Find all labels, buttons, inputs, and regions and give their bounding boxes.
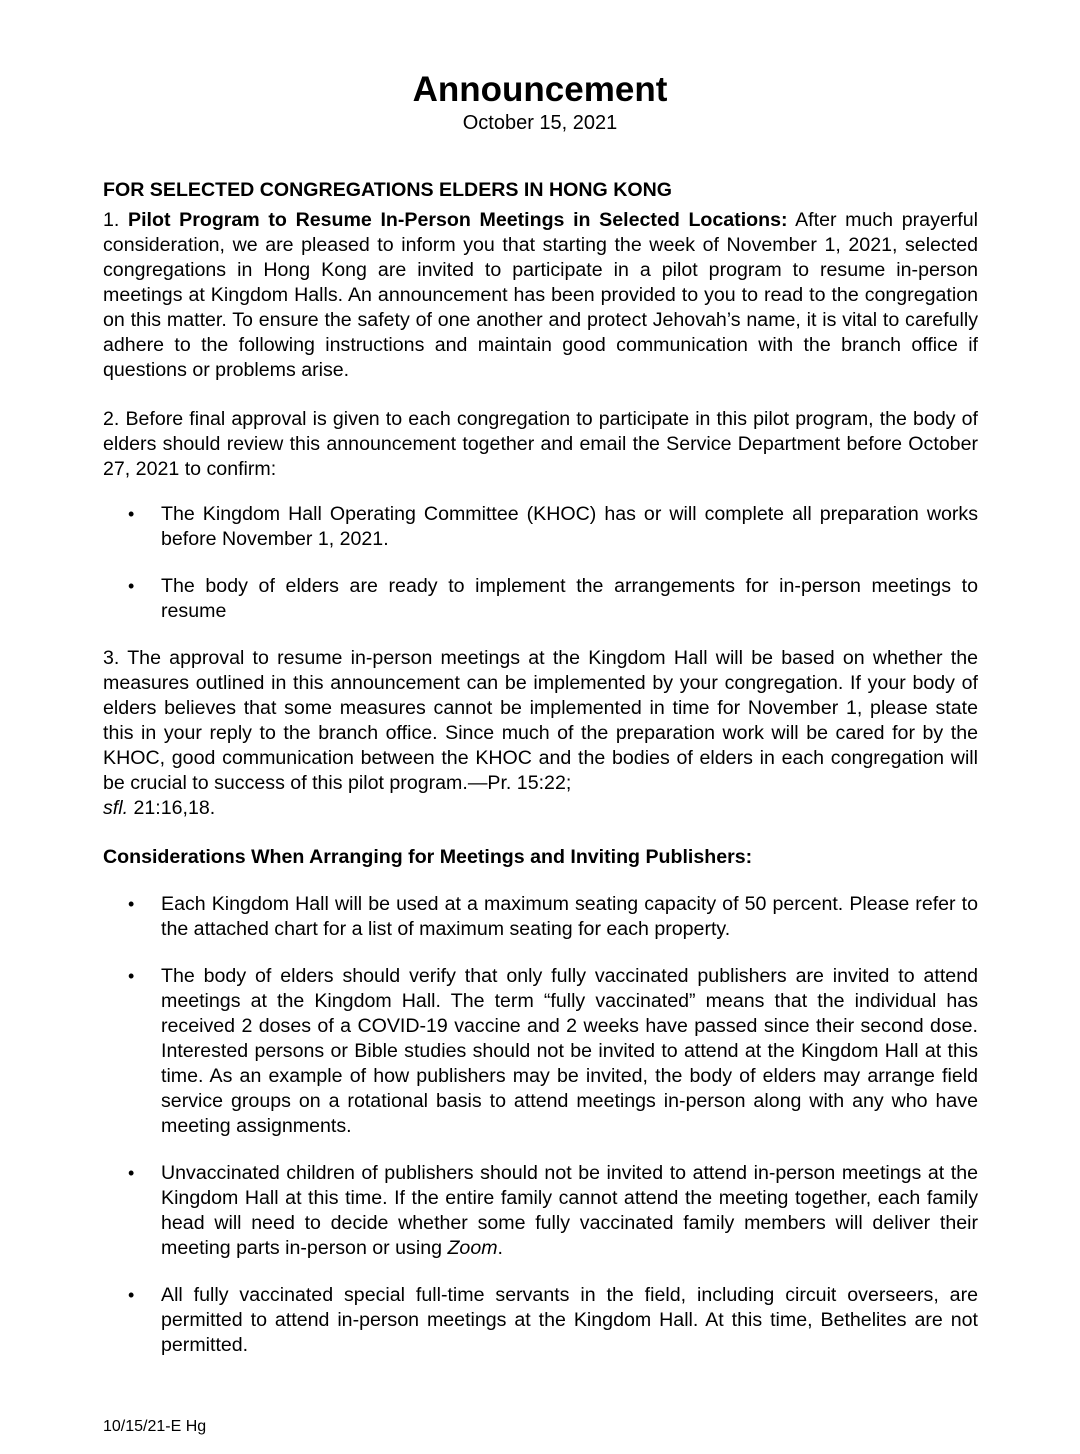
list-item-end: . [497, 1237, 503, 1259]
bullet-icon: • [128, 576, 135, 596]
bullet-icon: • [128, 504, 135, 524]
bullet-icon: • [128, 1163, 135, 1183]
announcement-date: October 15, 2021 [462, 112, 618, 134]
paragraph-1-text: After much prayerful consideration, we are pleased to inform you that starting the week of November 1, 2021, selected congregations in Hong Kong are invited to participate in a pilot program to resume in-person meetings at Kingdom Halls. An announcement has been provided to you to read to the congregation on this matter. To ensure the safety of one another and protect Jehovah’s name, it is vital to carefully adhere to the following instructions and maintain good communication with the branch office if questions or problems arise. [103, 209, 978, 381]
bullet-icon: • [128, 1285, 135, 1305]
bullet-icon: • [128, 894, 135, 914]
paragraph-3-ref-italic: sfl. [103, 797, 129, 819]
considerations-list [103, 892, 978, 1358]
bullet-icon: • [128, 966, 135, 986]
list-item-text: Each Kingdom Hall will be used at a maximum seating capacity of 50 percent. Please refer to the attached chart for a list of maximum seating for each property. [161, 893, 978, 940]
confirmation-list [103, 502, 978, 624]
paragraph-2: 2. Before final approval is given to each congregation to participate in this pilot program, the body of elders should review this announcement together and email the Service Department before October 27, 2021 to confirm: [103, 408, 978, 480]
page-title: Announcement [412, 70, 668, 109]
list-item [103, 574, 978, 624]
document-body [103, 178, 978, 1380]
section-heading: FOR SELECTED CONGREGATIONS ELDERS IN HONG KONG [103, 179, 672, 201]
paragraph-1-lead: Pilot Program to Resume In-Person Meetings in Selected Locations: [128, 209, 788, 231]
document-footer-code: 10/15/21-E Hg [103, 1418, 207, 1435]
list-item [103, 502, 978, 552]
paragraph-3 [103, 646, 978, 821]
list-item [103, 892, 978, 942]
list-item-text: The Kingdom Hall Operating Committee (KHOC) has or will complete all preparation works before November 1, 2021. [161, 503, 978, 550]
considerations-heading: Considerations When Arranging for Meetings and Inviting Publishers: [103, 846, 753, 868]
list-item [103, 1283, 978, 1358]
list-item [103, 964, 978, 1139]
zoom-italic: Zoom [447, 1237, 498, 1259]
paragraph-1-number: 1. [103, 209, 120, 231]
list-item-text: The body of elders are ready to implement the arrangements for in-person meetings to resume [161, 575, 978, 622]
list-item-text: Unvaccinated children of publishers should not be invited to attend in-person meetings at the Kingdom Hall at this time. If the entire family cannot attend the meeting together, each family head will need to decide whether some fully vaccinated family members will deliver their meeting parts in-person or using [161, 1162, 978, 1259]
list-item-text: The body of elders should verify that only fully vaccinated publishers are invited to attend meetings at the Kingdom Hall. The term “fully vaccinated” means that the individual has received 2 doses of a COVID-19 vaccine and 2 weeks have passed since their second dose. Interested persons or Bible studies should not be invited to attend at the Kingdom Hall at this time. As an example of how publishers may be invited, the body of elders may arrange field service groups on a rotational basis to attend meetings in-person along with any who have meeting assignments. [161, 965, 978, 1137]
paragraph-3-text: 3. The approval to resume in-person meetings at the Kingdom Hall will be based on whether the measures outlined in this announcement can be implemented by your congregation. If your body of elders believes that some measures cannot be implemented in time for November 1, please state this in your reply to the branch office. Since much of the preparation work will be cared for by the KHOC, good communication between the KHOC and the bodies of elders in each congregation will be crucial to success of this pilot program.—Pr. 15:22; [103, 647, 978, 794]
paragraph-3-ref: 21:16,18. [133, 797, 216, 819]
list-item-text: All fully vaccinated special full-time servants in the field, including circuit overseers, are permitted to attend in-person meetings at the Kingdom Hall. At this time, Bethelites are not permitted. [161, 1284, 978, 1356]
list-item [103, 1161, 978, 1261]
paragraph-1 [103, 208, 978, 383]
